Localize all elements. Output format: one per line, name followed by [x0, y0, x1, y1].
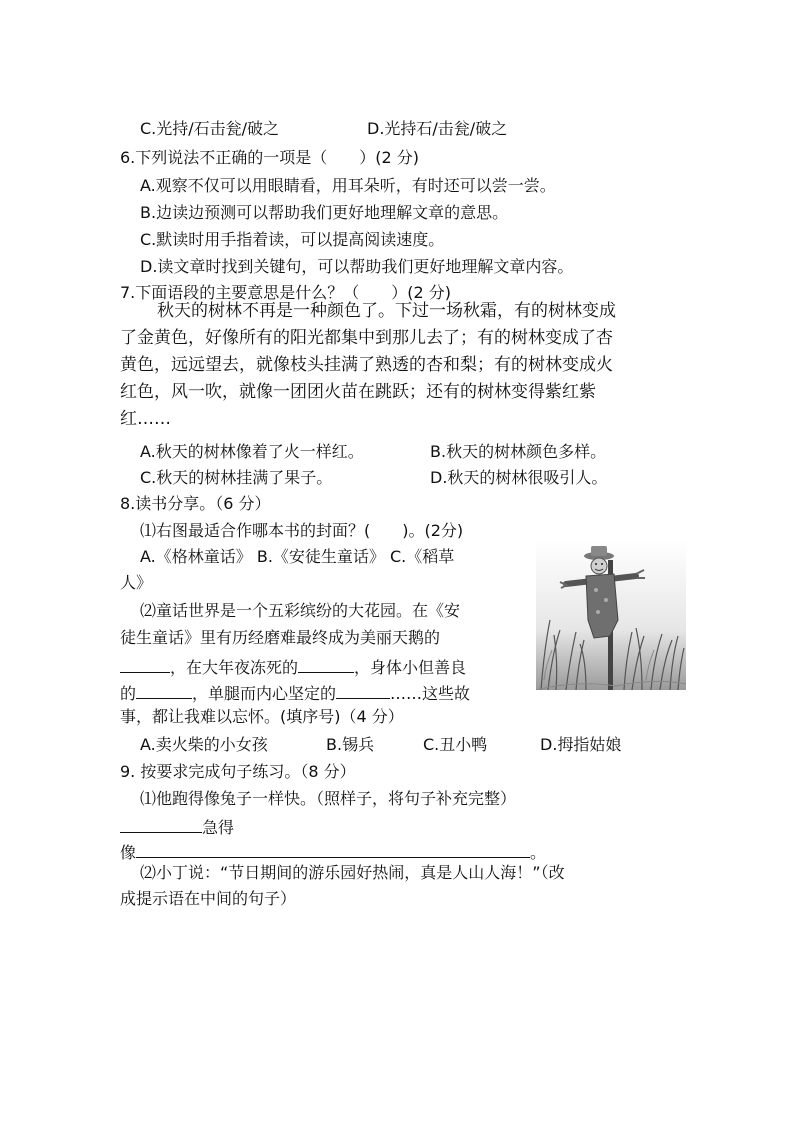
answer-blank[interactable] — [120, 656, 170, 673]
q8-option-c: C.丑小鸭 — [423, 735, 488, 754]
q7-option-a: A.秋天的树林像着了火一样红。 — [140, 442, 364, 461]
q9-stem: 9. 按要求完成句子练习。（8 分） — [120, 762, 356, 781]
q8-sub1: ⑴右图最适合作哪本书的封面？( )。(2分) — [140, 521, 464, 540]
q7-passage-line: 了金黄色，好像所有的阳光都集中到那儿去了；有的树林变成了杏 — [120, 328, 613, 348]
q6-option-c: C.默读时用手指着读，可以提高阅读速度。 — [140, 230, 445, 249]
answer-blank[interactable] — [336, 682, 390, 699]
q9-sub2-line: ⑵小丁说：“节日期间的游乐园好热闹，真是人山人海！”（改 — [140, 863, 565, 882]
q6-option-d: D.读文章时找到关键句，可以帮助我们更好地理解文章内容。 — [140, 257, 574, 276]
q8-sub2-line: ，在大年夜冻死的 ，身体小但善良 — [120, 656, 466, 678]
q9-sub1: ⑴他跑得像兔子一样快。（照样子，将句子补充完整） — [140, 789, 517, 808]
q7-passage-line: 红…… — [120, 409, 171, 429]
q6-option-b: B.边读边预测可以帮助我们更好地理解文章的意思。 — [140, 203, 509, 222]
q8-sub1-options-cont: 人》 — [120, 573, 153, 592]
q9-sub1-fill-line: 像 。 — [120, 843, 547, 862]
q5-option-c: C.光持/石击瓮/破之 — [140, 119, 280, 138]
q8-sub1-options: A.《格林童话》 B.《安徒生童话》 C.《稻草 — [140, 547, 455, 566]
q9-sub2-line: 成提示语在中间的句子） — [120, 889, 297, 908]
q8-sub2-line: 事，都让我难以忘怀。(填序号)（4 分） — [120, 707, 404, 726]
q7-option-d: D.秋天的树林很吸引人。 — [430, 468, 608, 487]
scarecrow-illustration — [536, 540, 686, 690]
q6-stem: 6.下列说法不正确的一项是（ ）(2 分) — [120, 148, 420, 167]
q7-option-b: B.秋天的树林颜色多样。 — [430, 442, 607, 461]
q8-sub2-line: 的 ，单腿而内心坚定的 ……这些故 — [120, 684, 471, 703]
q7-passage-line: 红色，风一吹，就像一团团火苗在跳跃；还有的树林变得紫红紫 — [120, 382, 596, 402]
answer-blank[interactable] — [136, 682, 192, 699]
q6-option-a: A.观察不仅可以用眼睛看，用耳朵听，有时还可以尝一尝。 — [140, 176, 556, 195]
q8-sub2-line: ⑵童话世界是一个五彩缤纷的大花园。在《安 — [140, 601, 461, 620]
q9-sub1-fill-line: 急得 — [120, 816, 234, 838]
q8-option-a: A.卖火柴的小女孩 — [140, 735, 268, 754]
q8-sub2-line: 徒生童话》里有历经磨难最终成为美丽天鹅的 — [120, 628, 441, 647]
q8-stem: 8.读书分享。（6 分） — [120, 494, 271, 513]
answer-blank[interactable] — [298, 656, 354, 673]
q7-option-c: C.秋天的树林挂满了果子。 — [140, 468, 333, 487]
q7-passage-line: 秋天的树林不再是一种颜色了。下过一场秋霜，有的树林变成 — [157, 301, 616, 321]
q7-passage-line: 黄色，远远望去，就像枝头挂满了熟透的杏和梨；有的树林变成火 — [120, 355, 613, 375]
q5-option-d: D.光持石/击瓮/破之 — [367, 119, 508, 138]
q8-option-b: B.锡兵 — [326, 735, 375, 754]
q8-option-d: D.拇指姑娘 — [540, 735, 622, 754]
answer-blank[interactable] — [136, 841, 530, 858]
q7-stem: 7.下面语段的主要意思是什么？（ ）(2 分) — [120, 283, 452, 302]
answer-blank[interactable] — [120, 816, 202, 833]
